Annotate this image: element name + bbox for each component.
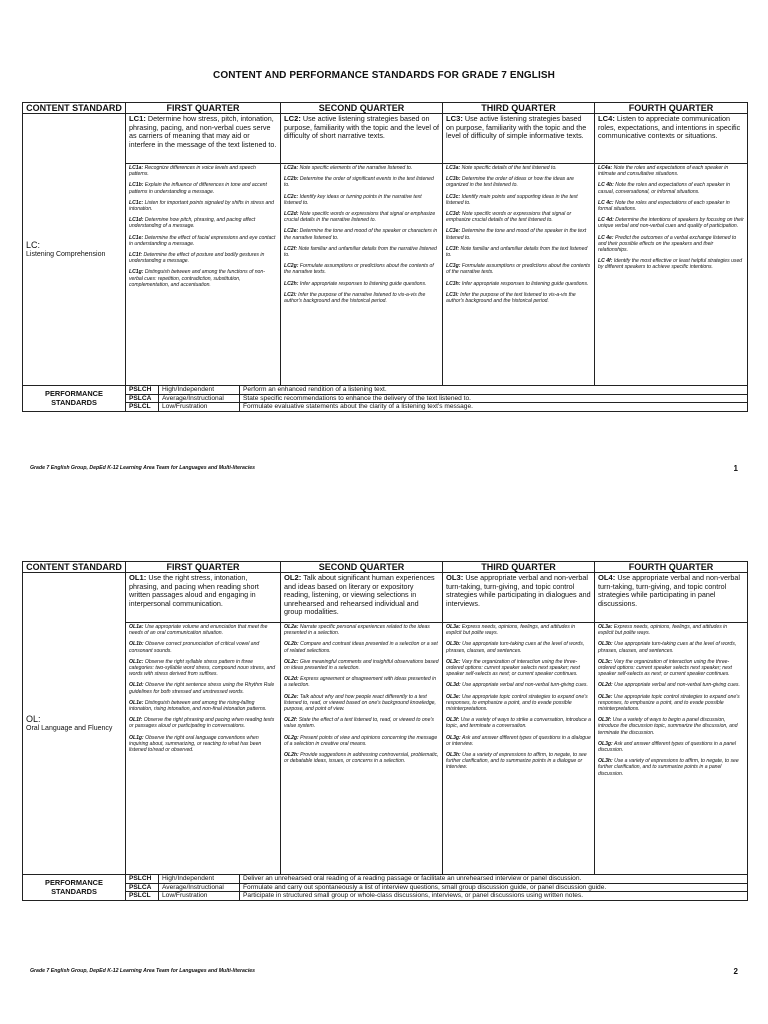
competency-code: OL1g:	[129, 734, 144, 741]
competency-code: OL1b:	[129, 641, 144, 648]
competency-item	[129, 717, 277, 729]
competency-item	[598, 659, 744, 678]
header-second-quarter: SECOND QUARTER	[281, 103, 443, 114]
page-number: 1	[733, 464, 738, 473]
competency-item	[129, 659, 277, 678]
competency-item	[598, 217, 744, 229]
document-title: CONTENT AND PERFORMANCE STANDARDS FOR GRADE 7 ENGLISH	[213, 70, 555, 81]
domain-name: Oral Language and Fluency	[26, 724, 113, 732]
competency-item	[284, 624, 439, 636]
standard-q1	[126, 573, 281, 623]
competency-text: Determine the effect of facial expressions and eye contact in understanding a message.	[129, 234, 276, 247]
competency-item	[446, 228, 591, 240]
competency-code: OL2c:	[284, 658, 299, 665]
standard-code: OL1:	[129, 573, 147, 582]
competency-code: OL2h:	[284, 752, 299, 759]
competency-text: Determine the tone and mood of the speaker in the text listened to.	[446, 228, 587, 241]
standards-table-listening	[22, 102, 748, 412]
performance-row	[23, 875, 748, 901]
competency-text: Vary the organization of interaction using the three-ordered options: current speaker selects next speaker; next speaker self-selects as next; or current speaker continues.	[598, 658, 732, 678]
competency-item	[446, 281, 591, 287]
domain-cell	[23, 114, 126, 386]
performance-row	[23, 386, 748, 412]
standard-code: LC1:	[129, 114, 146, 123]
standard-code: OL3:	[446, 573, 464, 582]
competency-item	[129, 269, 277, 288]
competency-item	[446, 659, 591, 678]
performance-code: PSLCL	[126, 403, 159, 411]
competency-code: LC3c:	[446, 193, 461, 200]
competency-code: OL2f:	[284, 717, 298, 724]
performance-text: Deliver an unrehearsed oral reading of a reading passage or facilitate an unrehearsed interview or panel discussion.	[240, 875, 748, 883]
standard-code: OL2:	[284, 573, 302, 582]
standard-code: LC4:	[598, 114, 615, 123]
competency-item	[129, 624, 277, 636]
competency-text: Note specific words or expressions that signal or emphasize crucial details in the narrative listened to.	[284, 211, 436, 224]
competency-code: LC 4d:	[598, 217, 614, 224]
performance-table	[126, 386, 747, 411]
competency-item	[598, 741, 744, 753]
standard-code: OL4:	[598, 573, 616, 582]
competency-text: Note familiar and unfamiliar details from the text listened to.	[446, 245, 588, 259]
competency-code: LC1b:	[129, 182, 144, 189]
competency-code: OL3a:	[598, 624, 613, 630]
competency-text: Ask and answer different types of questions in a panel discussion.	[598, 740, 736, 754]
competency-code: OL2e:	[284, 693, 299, 700]
header-first-quarter: FIRST QUARTER	[126, 103, 281, 114]
competency-code: OL1f:	[129, 717, 143, 724]
competency-text: Determine the order of ideas or how the ideas are organized in the text listened to.	[446, 176, 574, 189]
competency-text: Identify key ideas or turning points in the narrative text listened to.	[284, 193, 422, 206]
competencies-q4	[595, 623, 748, 875]
competency-text: Vary the organization of interaction using the three-ordered options: current speaker selects next speaker; next speaker self-selects as next; or current speaker continues.	[446, 658, 580, 678]
competency-text: Observe correct pronunciation of critical vowel and consonant sounds.	[129, 641, 260, 654]
competencies-row	[23, 164, 748, 386]
footer-text: Grade 7 English Group, DepEd K-12 Learning Area Team for Languages and Multi-literacies	[30, 465, 256, 471]
competency-code: OL2d:	[284, 676, 299, 683]
performance-text: State specific recommendations to enhance the delivery of the text listened to.	[240, 394, 748, 403]
competency-item	[446, 717, 591, 729]
competency-code: OL3c:	[598, 658, 613, 665]
competency-item	[446, 641, 591, 653]
competencies-q3	[443, 623, 595, 875]
competency-text: Narrate specific personal experiences related to the ideas presented in a selection.	[284, 624, 430, 637]
standard-q3	[443, 573, 595, 623]
competency-text: Determine how pitch, phrasing, and pacing affect understanding of a message.	[129, 217, 256, 230]
competency-item	[129, 252, 277, 264]
competency-code: LC2c:	[284, 193, 299, 200]
competency-item	[284, 176, 439, 188]
competency-code: LC3g:	[446, 263, 461, 270]
competency-text: Note familiar and unfamiliar details from the narrative listened to.	[284, 245, 437, 259]
competency-text: Note specific details of the text listened to.	[461, 165, 557, 171]
competency-code: LC3i:	[446, 291, 459, 298]
competency-code: OL3e:	[446, 693, 461, 700]
competency-text: Give meaningful comments and insightful observations based on ideas presented in a selection.	[284, 658, 439, 672]
competency-code: LC1c:	[129, 199, 144, 206]
performance-text: Perform an enhanced rendition of a listening text.	[240, 386, 748, 394]
standard-q2	[281, 114, 443, 164]
competency-code: OL3h:	[598, 758, 613, 765]
header-content-standard: CONTENT STANDARD	[23, 562, 126, 573]
competency-text: Determine the order of significant events in the text listened to.	[284, 176, 434, 189]
domain-code: LC:	[26, 239, 41, 250]
competency-item	[446, 246, 591, 258]
competency-item	[446, 194, 591, 206]
standard-q2	[281, 573, 443, 623]
domain-cell	[23, 573, 126, 875]
competency-text: Note the roles and expectations of each speaker in intimate and consultative situations.	[598, 165, 729, 178]
competency-text: Use a variety of expressions to affirm, to negate, to see further clarification, and to summarize points in a panel discussion.	[598, 758, 739, 777]
competency-code: OL1e:	[129, 699, 144, 706]
competency-item	[446, 682, 591, 688]
competency-item	[446, 176, 591, 188]
competencies-q1	[126, 623, 281, 875]
competency-text: Infer appropriate responses to listening guide questions.	[299, 280, 427, 287]
competency-code: LC2h:	[284, 280, 299, 287]
competency-text: Distinguish between and among the functions of non-verbal cues: repetition, contradiction, substitution, complementation, and accentuation.	[129, 269, 265, 288]
competency-text: Use appropriate volume and enunciation that meet the needs of an oral communication situation.	[129, 624, 268, 637]
competency-code: LC1e:	[129, 234, 144, 241]
performance-cell	[126, 875, 748, 901]
competency-text: Use appropriate topic control strategies to expand one's responses, to emphasize a point, and to evade possible misinterpretations.	[598, 693, 740, 713]
standard-text: Listen to appreciate communication roles, expectations, and intentions in specific communicative contexts or situations.	[598, 114, 741, 141]
competency-code: LC1f:	[129, 252, 143, 259]
competency-text: Use a variety of ways to begin a panel discussion, introduce the discussion topic, summarize the discussion, and terminate the discussion.	[598, 717, 738, 736]
competency-item	[284, 211, 439, 223]
competency-code: LC 4b:	[598, 182, 614, 189]
competency-item	[284, 292, 439, 304]
competency-text: Express needs, opinions, feelings, and attitudes in explicit but polite ways.	[598, 624, 728, 637]
competency-text: Note the roles and expectations of each speaker in casual, conversational, or informal situations.	[598, 182, 730, 195]
performance-level: High/Independent	[159, 386, 240, 394]
competency-item	[129, 217, 277, 229]
competency-code: OL3e:	[598, 693, 613, 700]
competency-item	[598, 682, 744, 688]
table-header-row	[23, 562, 748, 573]
performance-text: Formulate evaluative statements about the clarity of a listening text's message.	[243, 403, 473, 411]
competency-code: LC2g:	[284, 263, 299, 270]
competency-code: OL3g:	[446, 734, 461, 741]
competency-code: LC1g:	[129, 269, 144, 276]
competency-item	[598, 624, 744, 636]
standard-q1	[126, 114, 281, 164]
competency-text: Provide suggestions in addressing controversial, problematic, or debatable ideas, issues, or concerns in a selection.	[284, 752, 439, 765]
competency-item	[284, 676, 439, 688]
competency-text: Distinguish between and among the rising-falling intonation, rising intonation, and non-final intonation patterns.	[129, 699, 267, 713]
competency-item	[284, 263, 439, 275]
performance-level: Low/Frustration	[159, 403, 240, 411]
domain-code: OL:	[26, 713, 41, 724]
competency-code: OL3f:	[446, 717, 460, 724]
competencies-q2	[281, 164, 443, 386]
competency-code: OL2g:	[284, 734, 299, 741]
performance-standard-row	[126, 892, 747, 900]
performance-cell	[126, 386, 748, 412]
competency-text: Compare and contrast ideas presented in a selection or a set of related selections.	[284, 641, 438, 654]
standard-text: Talk about significant human experiences and ideas based on literary or expository reading, listening, or viewing selections in unrehearsed and rehearsed individual and group modalities.	[284, 573, 435, 617]
competency-item	[446, 292, 591, 304]
performance-level: Average/Instructional	[159, 394, 240, 403]
competency-item	[284, 694, 439, 713]
standard-text: Use active listening strategies based on purpose, familiarity with the topic and the level of difficulty of simple informative texts.	[446, 114, 587, 141]
competency-item	[129, 682, 277, 694]
performance-code: PSLCH	[126, 386, 159, 394]
competency-text: Observe the right sentence stress using the Rhythm Rule guidelines for both stressed and unstressed words.	[129, 682, 275, 695]
competency-item	[598, 235, 744, 254]
competency-text: Determine the effect of posture and bodily gestures in understanding a message.	[129, 252, 265, 265]
competency-text: Determine the tone and mood of the speaker or characters in the narrative listened to.	[284, 228, 438, 241]
competency-text: Identify main points and supporting ideas in the text listened to.	[446, 193, 578, 206]
performance-table	[126, 875, 747, 900]
competency-code: LC2e:	[284, 228, 299, 235]
competency-code: LC2f:	[284, 245, 298, 252]
standard-q4	[595, 573, 748, 623]
competency-item	[284, 246, 439, 258]
standard-text: Use appropriate verbal and non-verbal turn-taking, turn-giving, and topic control strategies while participating in dialogues and interviews.	[446, 573, 591, 608]
standard-code: LC2:	[284, 114, 301, 123]
competency-item	[129, 700, 277, 712]
competencies-q2	[281, 623, 443, 875]
performance-code: PSLCA	[126, 394, 159, 403]
competency-text: Identify the most effective or least helpful strategies used by different speakers to achieve specific intentions.	[598, 258, 743, 271]
standard-q3	[443, 114, 595, 164]
competency-code: OL3a:	[446, 624, 461, 630]
competency-code: OL3b:	[446, 641, 461, 648]
competency-text: Infer appropriate responses to listening guide questions.	[461, 280, 589, 287]
competency-text: Formulate assumptions or predictions about the contents of the narrative texts.	[284, 263, 434, 276]
header-third-quarter: THIRD QUARTER	[443, 562, 595, 573]
competency-code: LC2b:	[284, 176, 299, 183]
competency-text: Formulate assumptions or predictions about the contents of the narrative texts.	[446, 263, 591, 276]
competency-text: Ask and answer different types of questions in a dialogue or interview.	[446, 734, 591, 747]
competency-code: LC 4e:	[598, 234, 614, 241]
competency-text: Note the roles and expectations of each speaker in formal situations.	[598, 199, 730, 213]
competency-text: Use appropriate verbal and non-verbal turn-giving cues.	[462, 682, 588, 689]
performance-standard-row	[126, 394, 747, 403]
standards-row	[23, 114, 748, 164]
competency-text: Note specific elements of the narrative listened to.	[299, 165, 413, 171]
competency-item	[446, 735, 591, 747]
competency-text: Observe the right oral language conventions when inquiring about, summarizing, or reacting to what has been listened to/read or observed.	[129, 734, 262, 754]
competency-text: Listen for important points signaled by shifts in stress and intonation.	[129, 199, 274, 213]
competency-code: OL1a:	[129, 624, 144, 630]
performance-code: PSLCH	[126, 875, 159, 883]
header-content-standard: CONTENT STANDARD	[23, 103, 126, 114]
competency-item	[598, 694, 744, 713]
standard-code: LC3:	[446, 114, 463, 123]
competency-item	[129, 235, 277, 247]
performance-level: Average/Instructional	[159, 883, 240, 892]
competency-text: Use appropriate turn-taking cues at the level of words, phrases, clauses, and sentences.	[598, 641, 737, 654]
competency-item	[284, 194, 439, 206]
page-number: 2	[733, 967, 738, 976]
competency-item	[284, 735, 439, 747]
performance-standard-row	[126, 386, 747, 394]
competency-item	[598, 641, 744, 653]
competency-code: LC3d:	[446, 211, 461, 218]
competency-item	[598, 200, 744, 212]
competency-code: OL3g:	[598, 740, 613, 747]
competency-code: LC2i:	[284, 291, 297, 298]
competency-code: OL3f:	[598, 717, 612, 724]
standards-table-oral-language	[22, 561, 748, 901]
competency-item	[284, 752, 439, 764]
competencies-q3	[443, 164, 595, 386]
competency-item	[446, 694, 591, 713]
competency-item	[284, 228, 439, 240]
competency-item	[598, 165, 744, 177]
competency-code: OL2b:	[284, 641, 299, 648]
competency-item	[284, 641, 439, 653]
competency-item	[284, 717, 439, 729]
competency-text: Infer the purpose of the narrative listened to vis-a-vis the author's background and the historical period.	[284, 291, 426, 305]
competency-code: LC 4f:	[598, 258, 613, 265]
standard-text: Use appropriate verbal and non-verbal turn-taking, turn-giving, and topic control strategies while participating in panel discussions.	[598, 573, 740, 608]
competency-code: LC4a:	[598, 165, 613, 171]
competency-text: Express agreement or disagreement with ideas presented in a selection.	[284, 676, 437, 689]
competency-item	[598, 717, 744, 736]
competency-code: LC3b:	[446, 176, 461, 183]
performance-label: PERFORMANCE STANDARDS	[23, 386, 126, 412]
competency-item	[129, 182, 277, 194]
competency-item	[284, 281, 439, 287]
performance-standard-row	[126, 883, 747, 892]
performance-text: Participate in structured small group or whole-class discussions, interviews, or panel discussions using written notes.	[243, 892, 584, 900]
competencies-row	[23, 623, 748, 875]
competency-code: OL3d:	[446, 682, 461, 689]
competency-text: Talk about why and how people react differently to a text listened to, read, or viewed based on one's background knowledge, purpose, and point of view.	[284, 693, 436, 713]
header-third-quarter: THIRD QUARTER	[443, 103, 595, 114]
competency-code: OL3h:	[446, 752, 461, 759]
competency-item	[284, 659, 439, 671]
competency-text: Use appropriate topic control strategies to expand one's responses, to emphasize a point, and to evade possible misinterpretations.	[446, 693, 588, 713]
competency-code: OL2d:	[598, 682, 613, 689]
domain-name: Listening Comprehension	[26, 250, 106, 258]
competency-item	[446, 165, 591, 171]
competency-text: Predict the outcomes of a verbal exchange listened to and their possible effects on the speakers and their relationships.	[598, 234, 737, 254]
competency-text: Present points of view and opinions concerning the message of a selection in creative oral means.	[284, 734, 438, 747]
competencies-q4	[595, 164, 748, 386]
competency-item	[129, 165, 277, 177]
performance-text: Formulate and carry out spontaneously a list of interview questions, small group discussion guide, or panel discussion guide.	[240, 883, 748, 892]
competency-code: OL1d:	[129, 682, 144, 689]
competency-item	[446, 211, 591, 223]
competencies-q1	[126, 164, 281, 386]
header-first-quarter: FIRST QUARTER	[126, 562, 281, 573]
performance-label: PERFORMANCE STANDARDS	[23, 875, 126, 901]
header-fourth-quarter: FOURTH QUARTER	[595, 103, 748, 114]
competency-code: LC3h:	[446, 280, 461, 287]
performance-level: High/Independent	[159, 875, 240, 883]
competency-text: Use appropriate verbal and non-verbal turn-giving cues.	[614, 682, 740, 689]
standard-text: Use the right stress, intonation, phrasing, and pacing when reading short written passages aloud and engaging in interpersonal communication.	[129, 573, 259, 608]
competency-text: Use a variety of expressions to affirm, to negate, to see further clarification, and to summarize points in a dialogue or interview.	[446, 752, 587, 771]
competency-item	[129, 200, 277, 212]
competency-item	[598, 258, 744, 270]
competency-item	[129, 641, 277, 653]
competency-item	[446, 752, 591, 771]
competency-item	[598, 182, 744, 194]
competency-text: Recognize differences in voice levels and speech patterns.	[129, 165, 256, 178]
competency-text: Express needs, opinions, feelings, and attitudes in explicit but polite ways.	[446, 624, 576, 637]
standards-row	[23, 573, 748, 623]
competency-text: Observe the right syllable stress pattern in three categories: two-syllable word stress, compound noun stress, and words with stress derived from suffixes.	[129, 658, 276, 678]
competency-text: Note specific words or expressions that signal or emphasize crucial details of the text listened to.	[446, 211, 572, 224]
performance-standard-row	[126, 403, 747, 411]
competency-code: OL3b:	[598, 641, 613, 648]
table-header-row	[23, 103, 748, 114]
standard-q4	[595, 114, 748, 164]
competency-code: LC1a:	[129, 165, 144, 171]
standard-text: Use active listening strategies based on purpose, familiarity with the topic and the level of difficulty of short narrative texts.	[284, 114, 440, 141]
competency-code: LC3e:	[446, 228, 461, 235]
competency-code: LC3a:	[446, 165, 461, 171]
standard-text: Determine how stress, pitch, intonation, phrasing, pacing, and non-verbal cues serve as carriers of meaning that may aid or interfere in the message of the text listened to.	[129, 114, 277, 149]
performance-level: Low/Frustration	[159, 892, 240, 900]
competency-code: OL1c:	[129, 658, 144, 665]
header-second-quarter: SECOND QUARTER	[281, 562, 443, 573]
competency-text: Infer the purpose of the text listened to vis-a-vis the author's background and the historical period.	[446, 291, 576, 305]
performance-code: PSLCA	[126, 883, 159, 892]
competency-code: LC 4c:	[598, 199, 614, 206]
footer-text: Grade 7 English Group, DepEd K-12 Learning Area Team for Languages and Multi-literacies	[30, 968, 256, 974]
competency-item	[446, 624, 591, 636]
competency-text: Determine the intentions of speakers by focusing on their unique verbal and non-verbal cues and quality of participation.	[598, 217, 744, 230]
competency-text: Observe the right phrasing and pacing when reading texts or passages aloud or participating in conversations.	[129, 717, 275, 730]
performance-code: PSLCL	[126, 892, 159, 900]
competency-code: LC1d:	[129, 217, 144, 224]
competency-item	[129, 735, 277, 754]
competency-item	[598, 758, 744, 777]
competency-text: Use appropriate turn-taking cues at the level of words, phrases, clauses, and sentences.	[446, 641, 585, 654]
competency-code: OL2a:	[284, 624, 299, 630]
competency-item	[284, 165, 439, 171]
competency-code: LC3f:	[446, 245, 460, 252]
competency-text: Explain the influence of differences in tone and accent patterns in understanding a message.	[129, 182, 267, 195]
competency-text: Use a variety of ways to strike a conversation, introduce a topic, and terminate a conversation.	[446, 717, 591, 730]
competency-item	[446, 263, 591, 275]
competency-text: State the effect of a text listened to, read, or viewed to one's value system.	[284, 717, 434, 730]
competency-code: LC2a:	[284, 165, 299, 171]
competency-code: OL3c:	[446, 658, 461, 665]
header-fourth-quarter: FOURTH QUARTER	[595, 562, 748, 573]
performance-standard-row	[126, 875, 747, 883]
competency-code: LC2d:	[284, 211, 299, 218]
